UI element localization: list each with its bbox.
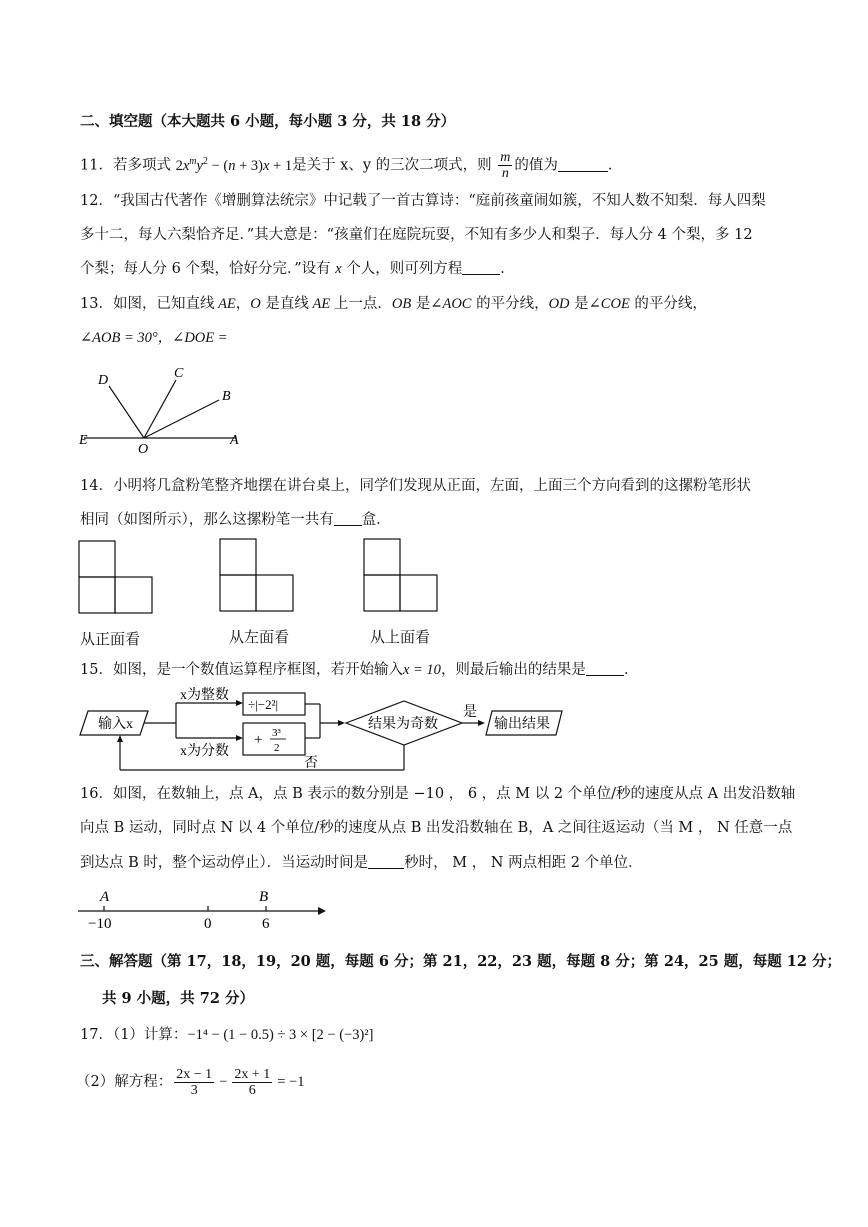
integer-branch-label: x为整数 xyxy=(180,688,229,703)
front-view-figure xyxy=(78,540,154,614)
angle-figure xyxy=(76,360,256,456)
question-17-part-1: 17．（1）计算：−1⁴ − (1 − 0.5) ÷ 3 × [2 − (−3)²] xyxy=(80,1027,374,1043)
axis-arrow xyxy=(318,907,326,915)
answer-blank[interactable] xyxy=(368,854,404,869)
section-3-title-line-1: 三、解答题（第 17，18，19，20 题，每题 6 分；第 21，22，23 题，每题 8 分；第 24，25 题，每题 12 分； xyxy=(80,953,842,970)
question-16-line-3: 到达点 B 时，整个运动停止）．当运动时间是 秒时， M ， N 两点相距 2 个单位． xyxy=(80,855,643,871)
flowchart xyxy=(76,686,576,778)
caption-left-view: 从左面看 xyxy=(229,628,290,646)
label-D: D xyxy=(98,373,109,388)
answer-blank[interactable] xyxy=(334,511,362,526)
q17-fraction-1: $\frac{2x - 1}{3}$ xyxy=(176,1066,213,1098)
question-13-line-2: ∠AOB = 30°，∠DOE = xyxy=(80,330,228,346)
q17-fraction-2: $\frac{2x + 1}{6}$ xyxy=(234,1066,271,1098)
add-denominator: 2 xyxy=(274,742,280,754)
question-16-line-1: 16．如图，在数轴上，点 A，点 B 表示的数分别是 −10 ， 6 ，点 M 以 2 个单位/秒的速度从点 A 出发沿数轴 xyxy=(80,786,796,802)
question-12-line-3: 个梨；每人分 6 个梨，恰好分完．”设有 x 个人，则可列方程 ． xyxy=(80,261,515,277)
question-11: 11．若多项式 $2x^my^2 - (n + 3)x + 1$是关于 x、y 的三次二项式，则 $\frac{m}{n}$ 的值为 ． xyxy=(80,150,623,181)
fraction-branch-label: x为分数 xyxy=(180,744,229,759)
question-13-line-1: 13．如图，已知直线 AE，O 是直线 AE 上一点．OB 是∠AOC 的平分线，OD 是∠COE 的平分线， xyxy=(80,296,707,312)
tick-0: 0 xyxy=(204,916,212,932)
q11-fraction-m-over-n: $\frac{m}{n}$ xyxy=(500,150,511,181)
decision-label: 结果为奇数 xyxy=(368,717,438,732)
ray-OB xyxy=(144,400,219,438)
label-C: C xyxy=(174,366,184,381)
add-numerator: 3³ xyxy=(272,727,281,739)
answer-blank[interactable] xyxy=(586,661,624,676)
caption-front-view: 从正面看 xyxy=(80,630,141,648)
tick-minus-10: −10 xyxy=(88,916,112,932)
question-17-part-2: （2）解方程： $\frac{2x - 1}{3}$ − $\frac{2x + 1}{6}$ = −1 xyxy=(76,1066,305,1098)
question-16-line-2: 向点 B 运动，同时点 N 以 4 个单位/秒的速度从点 B 出发沿数轴在 B，A 之间往返运动（当 M ， N 任意一点 xyxy=(80,820,793,836)
no-label: 否 xyxy=(304,756,318,771)
number-line xyxy=(78,886,338,934)
tick-6: 6 xyxy=(262,916,270,932)
divide-op: ÷|−2²| xyxy=(248,697,279,712)
question-14-line-2: 相同（如图所示），那么这摞粉笔一共有 盒． xyxy=(80,512,391,528)
input-label: 输入x xyxy=(98,717,133,732)
label-A: A xyxy=(230,433,239,448)
yes-label: 是 xyxy=(463,705,477,720)
point-B-label: B xyxy=(259,889,269,905)
add-plus: + xyxy=(254,732,263,748)
top-view-figure xyxy=(363,538,439,612)
point-A-label: A xyxy=(100,889,110,905)
label-B: B xyxy=(222,389,231,404)
question-14-line-1: 14．小明将几盒粉笔整齐地摆在讲台桌上，同学们发现从正面，左面，上面三个方向看到的这摞粉笔形状 xyxy=(80,478,751,494)
question-12-line-1: 12．“我国古代著作《增删算法统宗》中记载了一首古算诗：“庭前孩童闹如簇，不知人数不知梨．每人四梨 xyxy=(80,193,766,209)
left-view-figure xyxy=(219,538,295,612)
q11-polynomial: $2x^my^2 - (n + 3)x + 1$ xyxy=(175,155,293,174)
caption-top-view: 从上面看 xyxy=(370,628,431,646)
answer-blank[interactable] xyxy=(462,260,500,275)
ray-OD xyxy=(109,386,144,438)
label-E: E xyxy=(79,433,88,448)
output-label: 输出结果 xyxy=(494,717,550,732)
answer-blank[interactable] xyxy=(558,157,608,172)
question-12-line-2: 多十二，每人六梨恰齐足．”其大意是：“孩童们在庭院玩耍，不知有多少人和梨子．每人分 4 个梨，多 12 xyxy=(80,227,753,243)
q17-expression: −1⁴ − (1 − 0.5) ÷ 3 × [2 − (−3)²] xyxy=(187,1027,374,1043)
section-2-title: 二、填空题（本大题共 6 小题，每小题 3 分，共 18 分） xyxy=(80,113,456,130)
question-15: 15．如图，是一个数值运算程序框图，若开始输入x = 10，则最后输出的结果是 ． xyxy=(80,662,639,678)
label-O: O xyxy=(138,442,149,456)
section-3-title-line-2: 共 9 小题，共 72 分） xyxy=(102,990,254,1007)
